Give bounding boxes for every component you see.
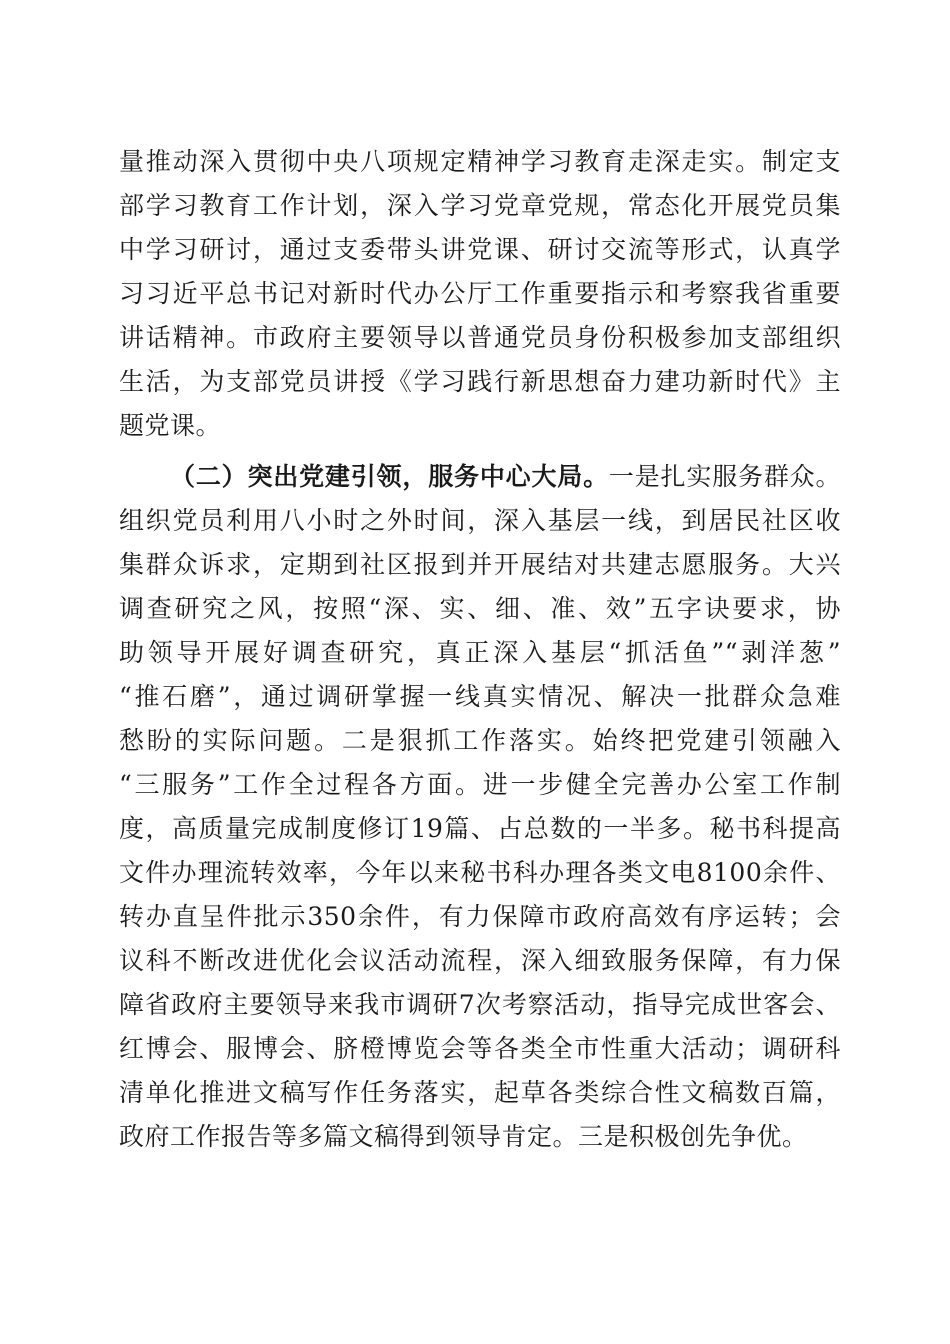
paragraph-line: 题党课。 — [119, 411, 222, 440]
paragraph-line: 度，高质量完成制度修订19篇、占总数的一半多。秘书科提高 — [119, 814, 841, 843]
paragraph-line: 清单化推进文稿写作任务落实，起草各类综合性文稿数百篇， — [119, 1078, 841, 1107]
paragraph-first-line — [170, 455, 841, 499]
paragraph-line: 愁盼的实际问题。二是狠抓工作落实。始终把党建引领融入 — [119, 726, 841, 755]
paragraph-line: 集群众诉求，定期到社区报到并开展结对共建志愿服务。大兴 — [119, 550, 841, 579]
paragraph-line: 文件办理流转效率，今年以来秘书科办理各类文电8100余件、 — [119, 858, 841, 887]
paragraph-text: 一是扎实服务群众。 — [608, 462, 841, 491]
paragraph-line: 红博会、服博会、脐橙博览会等各类全市性重大活动；调研科 — [119, 1034, 841, 1063]
paragraph-line: 生活，为支部党员讲授《学习践行新思想奋力建功新时代》主 — [119, 367, 841, 396]
paragraph-line: 讲话精神。市政府主要领导以普通党员身份积极参加支部组织 — [119, 323, 841, 352]
paragraph-line: 习习近平总书记对新时代办公厅工作重要指示和考察我省重要 — [119, 279, 841, 308]
paragraph-line: 议科不断改进优化会议活动流程，深入细致服务保障，有力保 — [119, 946, 841, 975]
paragraph-line: 政府工作报告等多篇文稿得到领导肯定。三是积极创先争优。 — [119, 1122, 808, 1151]
section-heading: （二）突出党建引领，服务中心大局。 — [170, 462, 609, 491]
paragraph-line: “推石磨”，通过调研掌握一线真实情况、解决一批群众急难 — [119, 682, 841, 711]
paragraph-line: 中学习研讨，通过支委带头讲党课、研讨交流等形式，认真学 — [119, 235, 841, 264]
paragraph-line: 助领导开展好调查研究，真正深入基层“抓活鱼”“剥洋葱” — [119, 638, 841, 667]
paragraph-line: 部学习教育工作计划，深入学习党章党规，常态化开展党员集 — [119, 191, 841, 220]
paragraph-line: 转办直呈件批示350余件，有力保障市政府高效有序运转；会 — [119, 902, 841, 931]
paragraph-line: “三服务”工作全过程各方面。进一步健全完善办公室工作制 — [119, 770, 841, 799]
paragraph-line: 组织党员利用八小时之外时间，深入基层一线，到居民社区收 — [119, 506, 841, 535]
paragraph-line: 调查研究之风，按照“深、实、细、准、效”五字诀要求，协 — [119, 594, 841, 623]
paragraph-line: 量推动深入贯彻中央八项规定精神学习教育走深走实。制定支 — [119, 147, 841, 176]
paragraph-line: 障省政府主要领导来我市调研7次考察活动，指导完成世客会、 — [119, 990, 841, 1019]
